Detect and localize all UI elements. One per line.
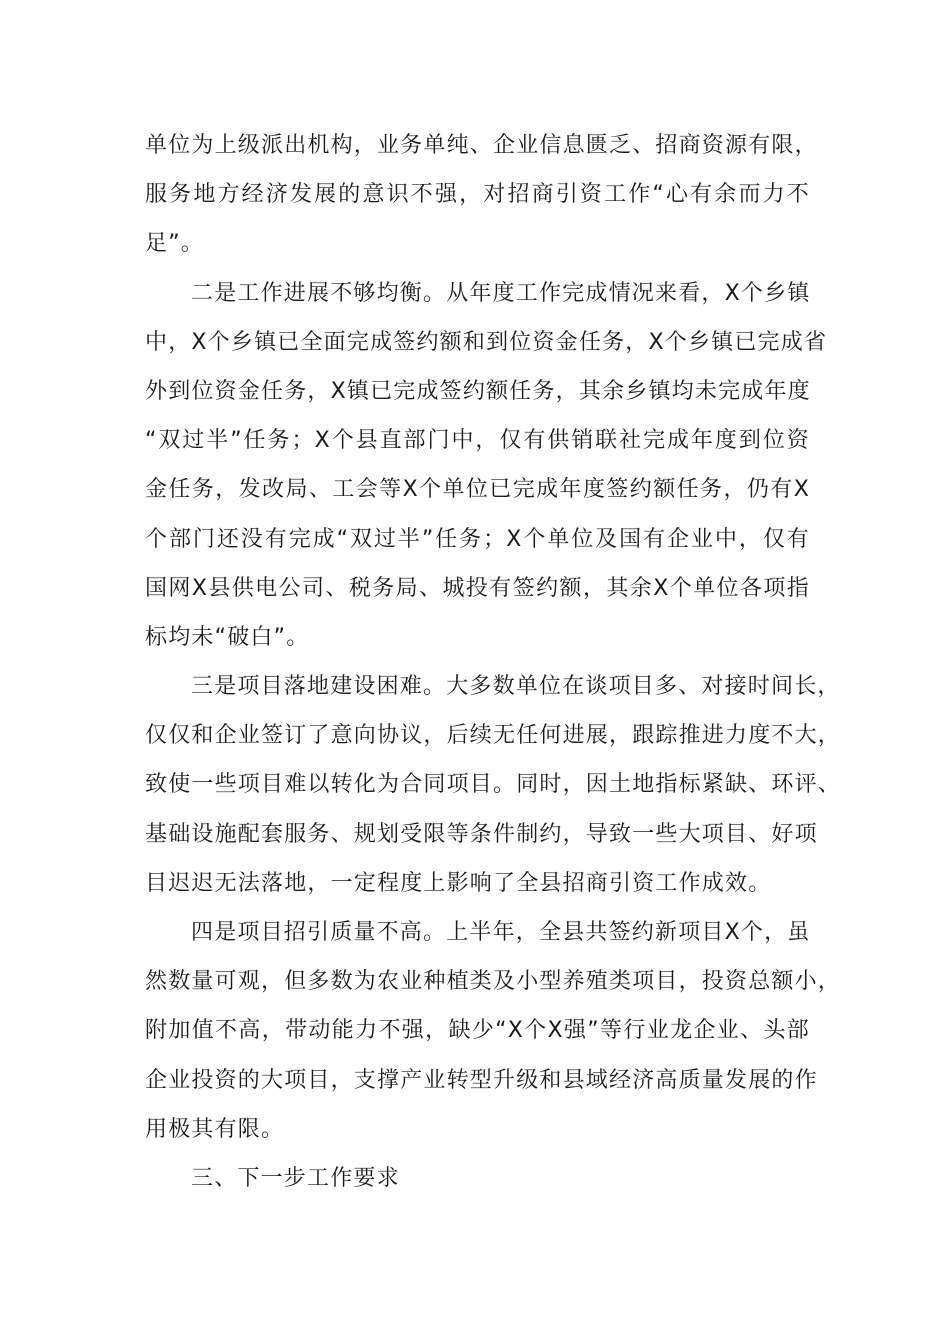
- paragraph-project-landing: [145, 662, 842, 908]
- text-line: 金任务，发改局、工会等X个单位已完成年度签约额任务，仍有X: [145, 477, 810, 503]
- text-line: 附加值不高，带动能力不强，缺少“X个X强”等行业龙企业、头部: [145, 1018, 810, 1044]
- text-line: 然数量可观，但多数为农业种植类及小型养殖类项目，投资总额小，: [145, 969, 842, 995]
- section-heading-next-steps: [145, 1154, 810, 1203]
- text-line: 标均未“破白”。: [145, 624, 310, 650]
- document-body: [145, 121, 842, 1203]
- text-line: 个部门还没有完成“双过半”任务；X个单位及国有企业中，仅有: [145, 526, 810, 552]
- text-line: 四是项目招引质量不高。上半年，全县共签约新项目X个，虽: [191, 920, 811, 945]
- text-line: 外到位资金任务，X镇已完成签约额任务，其余乡镇均未完成年度: [145, 378, 811, 404]
- text-line: 仅仅和企业签订了意向协议，后续无任何进展，跟踪推进力度不大，: [145, 723, 842, 749]
- section-heading: 三、下一步工作要求: [191, 1165, 400, 1191]
- text-line: 服务地方经济发展的意识不强，对招商引资工作“心有余而力不: [145, 182, 810, 208]
- text-line: 目迟迟无法落地，一定程度上影响了全县招商引资工作成效。: [145, 870, 772, 896]
- text-line: 用极其有限。: [145, 1116, 285, 1142]
- text-line: 致使一些项目难以转化为合同项目。同时，因土地指标紧缺、环评、: [145, 772, 842, 798]
- text-line: 中，X个乡镇已全面完成签约额和到位资金任务，X个乡镇已完成省: [145, 329, 828, 355]
- text-line: 二是工作进展不够均衡。从年度工作完成情况来看，X个乡镇: [191, 280, 811, 306]
- paragraph-project-quality: [145, 908, 842, 1154]
- text-line: “双过半”任务；X个县直部门中，仅有供销联社完成年度到位资: [145, 428, 810, 454]
- text-line: 企业投资的大项目，支撑产业转型升级和县域经济高质量发展的作: [145, 1067, 818, 1093]
- text-line: 国网X县供电公司、税务局、城投有签约额，其余X个单位各项指: [145, 575, 810, 601]
- text-line: 基础设施配套服务、规划受限等条件制约，导致一些大项目、好项: [145, 821, 818, 847]
- paragraph-work-balance: [145, 269, 828, 663]
- paragraph-continued: [145, 121, 818, 269]
- text-line: 三是项目落地建设困难。大多数单位在谈项目多、对接时间长，: [191, 674, 841, 700]
- text-line: 足”。: [145, 231, 204, 257]
- text-line: 单位为上级派出机构，业务单纯、企业信息匮乏、招商资源有限，: [145, 133, 818, 158]
